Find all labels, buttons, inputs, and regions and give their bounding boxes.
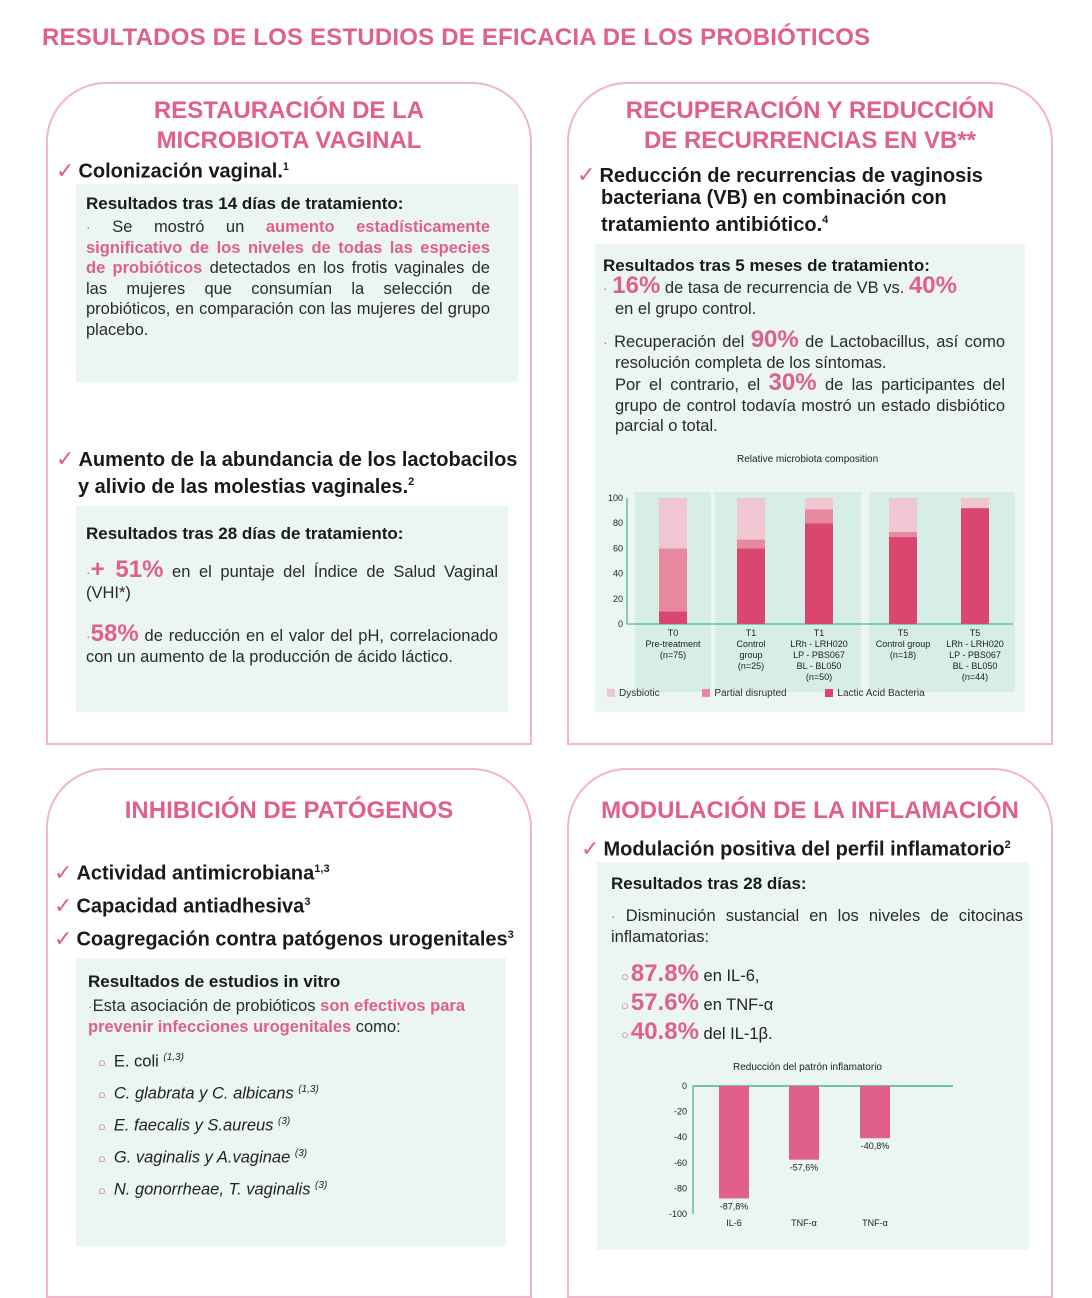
- footnote-ref: 1,3: [314, 863, 330, 875]
- bar-segment: [805, 509, 833, 523]
- check-icon: ✓: [581, 835, 600, 861]
- data-label: -40,8%: [860, 1141, 890, 1152]
- panel-pathogen-inhibition: [46, 768, 532, 1298]
- check-inflammatory-profile: [581, 834, 1011, 861]
- x-tick-label: TNF-α: [791, 1218, 817, 1228]
- pathogen-item: [98, 1052, 184, 1072]
- bar-segment: [889, 532, 917, 537]
- check-text: y alivio de las molestias vaginales.: [78, 475, 409, 498]
- data-label: -57,6%: [789, 1162, 819, 1173]
- x-tick-label: IL-6: [726, 1218, 742, 1228]
- legend-item-lab: [825, 688, 924, 699]
- circle-bullet-icon: ○: [98, 1150, 106, 1166]
- x-tick-label: T0: [667, 628, 679, 638]
- panel-microbiota-restoration: [46, 82, 532, 745]
- bar-segment: [961, 508, 989, 624]
- y-tick-label: -80: [673, 1183, 687, 1194]
- bar-segment: [805, 498, 833, 509]
- box-title: Resultados tras 5 meses de tratamiento:: [603, 256, 930, 275]
- stat-value: 40.8%: [630, 1018, 699, 1045]
- circle-bullet-icon: ○: [621, 969, 629, 984]
- bar-segment: [659, 611, 687, 624]
- bar: [719, 1086, 749, 1198]
- footnote-ref: 2: [1004, 839, 1011, 851]
- text: como:: [351, 1017, 401, 1036]
- check-text: bacteriana (VB) en combinación con: [601, 187, 947, 209]
- text: de las participantes del grupo de control todavía mostró un estado disbiótico parcial o total.: [615, 376, 1006, 435]
- stat-value: 16%: [612, 272, 661, 299]
- x-tick-label: T1: [745, 628, 757, 638]
- check-icon: ✓: [54, 859, 73, 885]
- y-tick-label: -100: [668, 1209, 687, 1219]
- check-colonization: [56, 156, 289, 183]
- cytokine-item: [621, 1018, 773, 1046]
- bar: [860, 1086, 890, 1138]
- panel-inflammation: [567, 768, 1053, 1298]
- highlight-text: aumento estadísticamente significativo de los niveles de todas las especies de probióticos: [86, 218, 491, 277]
- results-box-28days: [597, 862, 1029, 1250]
- check-text: Aumento de la abundancia de los lactobacilos: [78, 449, 518, 471]
- x-tick-label: (n=44): [961, 672, 989, 682]
- box-paragraph: [86, 217, 490, 340]
- stat-value: 30%: [768, 369, 817, 396]
- footnote-ref: (3): [315, 1180, 328, 1191]
- legend-label: Lactic Acid Bacteria: [837, 688, 925, 699]
- bullet-icon: ·: [88, 998, 93, 1014]
- panel-title-line1: RESTAURACIÓN DE LA: [153, 97, 425, 124]
- pathogen-name: E. coli: [113, 1052, 159, 1071]
- panel-title-line2: DE RECURRENCIAS EN VB**: [643, 127, 977, 154]
- check-text: Coagregación contra patógenos urogenitales: [76, 928, 508, 951]
- cytokine-text: en IL-6,: [703, 967, 760, 985]
- text: Se mostró un: [112, 218, 266, 236]
- text: detectados en los frotis vaginales de las mujeres que consumían la selección de probióticos, en comparación con las mujeres del grupo placebo.: [86, 259, 490, 339]
- x-tick-label: TNF-α: [862, 1218, 888, 1228]
- circle-bullet-icon: ○: [98, 1054, 106, 1070]
- check-icon: ✓: [54, 892, 73, 918]
- check-icon: ✓: [577, 162, 596, 187]
- x-tick-label: LP - PBS067: [793, 650, 845, 660]
- panel-title-line2: MICROBIOTA VAGINAL: [156, 127, 422, 154]
- panel-title-line1: RECUPERACIÓN Y REDUCCIÓN: [625, 97, 995, 124]
- check-text: Actividad antimicrobiana: [76, 862, 315, 885]
- pathogen-name: C. glabrata y C. albicans: [113, 1084, 294, 1103]
- y-tick-label: 100: [607, 493, 623, 503]
- pathogen-name: G. vaginalis y A.vaginae: [113, 1148, 291, 1167]
- text: de reducción en el valor del pH, correlacionado con un aumento de la producción de ácido láctico.: [86, 627, 498, 666]
- circle-bullet-icon: ○: [621, 998, 629, 1013]
- box-title: Resultados tras 28 días de tratamiento:: [86, 524, 404, 543]
- pathogen-name: N. gonorrheae, T. vaginalis: [113, 1180, 311, 1199]
- cytokine-text: del IL-1β.: [703, 1025, 773, 1043]
- text: en el puntaje del Índice de Salud Vaginal (VHI*): [86, 563, 498, 602]
- footnote-ref: (1,3): [163, 1052, 184, 1063]
- circle-bullet-icon: ○: [98, 1086, 106, 1102]
- check-item: [54, 891, 310, 918]
- cytokine-text: en TNF-α: [703, 996, 774, 1014]
- x-tick-label: T1: [813, 628, 825, 638]
- pathogen-name: E. faecalis y S.aureus: [113, 1116, 274, 1135]
- cytokine-item: [621, 960, 759, 988]
- y-tick-label: -60: [673, 1157, 687, 1168]
- bar-segment: [889, 498, 917, 532]
- text: Por el contrario, el: [615, 376, 769, 394]
- stat-value: + 51%: [90, 556, 164, 583]
- check-text: Modulación positiva del perfil inflamatorio: [603, 838, 1005, 861]
- box-paragraph: [88, 996, 498, 1037]
- bar: [789, 1086, 819, 1160]
- bullet-icon: ·: [611, 908, 616, 924]
- bar-segment: [737, 498, 765, 540]
- chart-title: Relative microbiota composition: [737, 454, 879, 465]
- text: de Lactobacillus, así como resolución completa de los síntomas.: [615, 333, 1006, 372]
- bar-segment: [805, 523, 833, 624]
- footnote-ref: 3: [507, 929, 514, 941]
- inflammation-reduction-chart: [657, 1072, 1017, 1248]
- bar-segment: [889, 537, 917, 624]
- bar-segment: [737, 548, 765, 624]
- x-tick-label: Control: [736, 639, 766, 649]
- recovery-item: [603, 326, 1006, 437]
- bar-segment: [961, 498, 989, 508]
- y-tick-label: 0: [681, 1081, 687, 1091]
- results-box-14days: [76, 184, 518, 382]
- stat-value: 57.6%: [630, 989, 699, 1016]
- bullet-icon: ·: [86, 219, 91, 235]
- chart-legend: [607, 688, 925, 699]
- x-tick-label: BL - BL050: [952, 661, 998, 671]
- x-tick-label: (n=18): [889, 650, 917, 660]
- footnote-ref: (1,3): [298, 1084, 319, 1095]
- legend-label: Partial disrupted: [714, 688, 787, 699]
- stat-value: 87.8%: [630, 960, 699, 987]
- pathogen-item: [98, 1180, 327, 1200]
- stat-value: 58%: [90, 620, 139, 647]
- footnote-ref: 2: [408, 476, 415, 488]
- check-text: Capacidad antiadhesiva: [76, 895, 305, 918]
- cytokine-item: [621, 989, 773, 1017]
- bullet-icon: ·: [603, 334, 608, 350]
- text: Recuperación del: [614, 333, 751, 351]
- bullet-icon: ·: [86, 628, 91, 644]
- legend-item-partial: [702, 688, 786, 699]
- circle-bullet-icon: ○: [98, 1118, 106, 1134]
- pathogen-item: [98, 1116, 290, 1136]
- x-tick-label: BL - BL050: [796, 661, 842, 671]
- footnote-ref: (3): [294, 1148, 308, 1159]
- y-tick-label: -40: [673, 1132, 687, 1143]
- panel-title: MODULACIÓN DE LA INFLAMACIÓN: [601, 797, 1019, 824]
- check-lactobacilli: [56, 448, 517, 498]
- bar-segment: [659, 548, 687, 611]
- check-icon: ✓: [56, 157, 75, 183]
- panel-title: [48, 96, 530, 156]
- recurrence-item: [603, 272, 993, 319]
- x-tick-label: LP - PBS067: [949, 650, 1001, 660]
- check-text: tratamiento antibiótico.: [601, 213, 823, 236]
- panel-title: INHIBICIÓN DE PATÓGENOS: [124, 797, 454, 824]
- check-item: [54, 924, 514, 951]
- text: Esta asociación de probióticos: [92, 997, 321, 1015]
- footnote-ref: 1: [282, 161, 290, 173]
- page-title: RESULTADOS DE LOS ESTUDIOS DE EFICACIA DE LOS PROBIÓTICOS: [42, 24, 871, 51]
- check-text: Reducción de recurrencias de vaginosis: [599, 165, 983, 187]
- stat-value: 90%: [750, 326, 799, 353]
- text: Disminución sustancial en los niveles de citocinas inflamatorias:: [611, 907, 1023, 946]
- data-label: -87,8%: [719, 1201, 749, 1212]
- x-tick-label: group: [739, 650, 763, 660]
- pathogen-item: [98, 1084, 319, 1104]
- circle-bullet-icon: ○: [621, 1027, 629, 1042]
- x-tick-label: Pre-treatment: [645, 639, 701, 649]
- check-text: Colonización vaginal.: [78, 160, 283, 183]
- legend-item-dysbiotic: [607, 688, 660, 699]
- text: en el grupo control.: [615, 299, 757, 318]
- x-tick-label: T5: [897, 628, 909, 638]
- box-title: Resultados tras 14 días de tratamiento:: [86, 194, 404, 213]
- legend-label: Dysbiotic: [619, 688, 660, 699]
- ph-item: [86, 620, 498, 667]
- bullet-icon: ·: [86, 564, 91, 580]
- chart-title: Reducción del patrón inflamatorio: [733, 1062, 882, 1073]
- y-tick-label: 60: [612, 543, 623, 554]
- footnote-ref: (3): [278, 1116, 291, 1127]
- x-tick-label: T5: [969, 628, 981, 638]
- x-tick-label: LRh - LRH020: [946, 639, 1004, 649]
- bar-segment: [737, 540, 765, 549]
- text: de tasa de recurrencia de VB vs.: [660, 279, 909, 297]
- intro-paragraph: [611, 906, 1023, 947]
- box-title: Resultados de estudios in vitro: [88, 972, 341, 991]
- bullet-icon: ·: [603, 280, 608, 296]
- pathogen-item: [98, 1148, 307, 1168]
- y-tick-label: -20: [673, 1106, 687, 1117]
- x-tick-label: (n=50): [805, 672, 833, 682]
- check-icon: ✓: [54, 925, 73, 951]
- box-title: Resultados tras 28 días:: [611, 874, 807, 893]
- highlight-text: son efectivos para prevenir infecciones urogenitales: [88, 997, 466, 1036]
- results-box-28days: [76, 506, 508, 712]
- check-icon: ✓: [56, 446, 75, 471]
- x-tick-label: (n=75): [659, 650, 687, 660]
- panel-bv-recurrence: [567, 82, 1053, 745]
- microbiota-composition-chart: [595, 472, 1015, 692]
- y-tick-label: 0: [617, 619, 623, 629]
- bar-segment: [659, 498, 687, 548]
- stat-value: 40%: [908, 272, 957, 299]
- y-tick-label: 40: [612, 568, 623, 579]
- y-tick-label: 80: [612, 518, 623, 529]
- footnote-ref: 4: [822, 214, 829, 226]
- results-box-invitro: [76, 958, 506, 1246]
- x-tick-label: Control group: [875, 639, 931, 649]
- check-bv-reduction: [577, 164, 983, 236]
- vhi-item: [86, 556, 498, 603]
- x-tick-label: LRh - LRH020: [790, 639, 848, 649]
- circle-bullet-icon: ○: [98, 1182, 106, 1198]
- x-tick-label: (n=25): [737, 661, 765, 671]
- check-item: [54, 858, 330, 885]
- results-box-5months: [595, 244, 1025, 712]
- panel-title: [569, 96, 1051, 156]
- footnote-ref: 3: [304, 896, 311, 908]
- y-tick-label: 20: [612, 593, 623, 604]
